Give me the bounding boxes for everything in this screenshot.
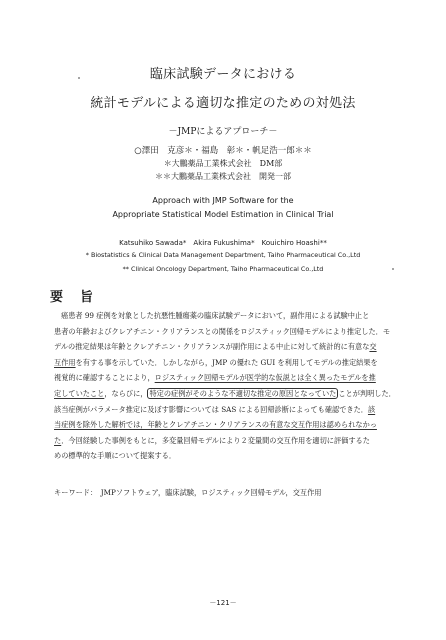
affiliation-japanese-2: ＊＊大鵬薬品工業株式会社 開発一部 — [155, 172, 291, 181]
abstract-text: めの標準的な手順について提案する． — [54, 451, 177, 461]
abstract-text: 癌患者 99 症例を対象とした抗悪性腫瘍薬の臨床試験データにおいて，副作用による試験中止と — [61, 311, 370, 320]
abstract-line — [54, 355, 404, 371]
handwritten-underline: 当症例を除外した解析では，年齢とクレアチニン・クリアランスの有意な交互作用は認められなかっ — [54, 420, 377, 430]
handwritten-underline: 互作用 — [54, 357, 76, 367]
abstract-text: デルの推定結果は年齢とクレアチニン・クリアランスが副作用による中止に対して統計的に有意な — [54, 342, 370, 352]
affiliation-japanese-1: ＊大鵬薬品工業株式会社 DM部 — [163, 159, 283, 168]
handwritten-underline: 交 — [369, 342, 377, 352]
authors-japanese: ○澤田 克彦＊・福島 彰＊・帆足浩一郎＊＊ — [134, 146, 312, 156]
abstract-line — [54, 339, 404, 355]
abstract-line — [54, 308, 404, 324]
abstract-text: ことが判明した． — [338, 388, 396, 398]
abstract-line — [54, 417, 404, 433]
english-affiliation-1: * Biostatistics & Clinical Data Management Department, Taiho Pharmaceutical Co.,Ltd — [85, 251, 361, 259]
handwritten-underline: た — [54, 435, 62, 445]
abstract-text: ，ならびに， — [104, 388, 148, 398]
title-line-2: 統計モデルによる適切な推定のための対処法 — [90, 96, 356, 111]
handwritten-underline: 定していたこと — [54, 388, 105, 398]
page-number: －121－ — [209, 599, 237, 607]
abstract-line — [54, 370, 404, 386]
abstract-text: を有する事を示していた．しかしながら，JMP の優れた GUI を利用してモデルの推定結果を — [75, 357, 378, 367]
abstract-line — [54, 448, 404, 464]
abstract-line — [54, 402, 404, 418]
english-title-line-2: Appropriate Statistical Model Estimation in Clinical Trial — [112, 210, 334, 219]
abstract-text: 該当症例がパラメータ推定に及ぼす影響については SAS による回帰診断によっても確認できた． — [54, 404, 368, 414]
handwritten-underline: 該 — [367, 404, 376, 414]
english-affiliation-2: ** Clinical Oncology Department, Taiho Pharmaceutical Co.,Ltd — [122, 265, 324, 273]
handwritten-box: 特定の症例がそのような不適切な推定の原因となっていた — [149, 388, 337, 398]
abstract-heading: 要 旨 — [50, 290, 96, 305]
abstract-text: 視覚的に確認することにより， — [54, 373, 155, 383]
english-title-line-1: Approach with JMP Software for the — [152, 196, 294, 205]
abstract-text: ．今回経験した事例をもとに，多変量回帰モデルにより２変量間の交互作用を適切に評価するた — [61, 435, 370, 445]
abstract-line — [54, 386, 404, 402]
handwritten-underline: ロジスティック回帰モデルが医学的な仮説とは全く異ったモデルを推 — [154, 373, 376, 383]
abstract-body — [54, 308, 404, 464]
abstract-line — [54, 324, 404, 340]
keywords: キーワード： JMPソフトウェア，臨床試験，ロジスティック回帰モデル，交互作用 — [54, 488, 322, 497]
abstract-line — [54, 433, 404, 449]
title-line-1: 臨床試験データにおける — [149, 67, 297, 82]
abstract-text: 患者の年齢およびクレアチニン・クリアランスとの関係をロジスティック回帰モデルにより推定した．モ — [54, 326, 391, 336]
english-authors: Katsuhiko Sawada* Akira Fukushima* Kouichiro Hoashi** — [119, 239, 327, 247]
subtitle: －JMPによるアプローチ－ — [168, 127, 278, 137]
